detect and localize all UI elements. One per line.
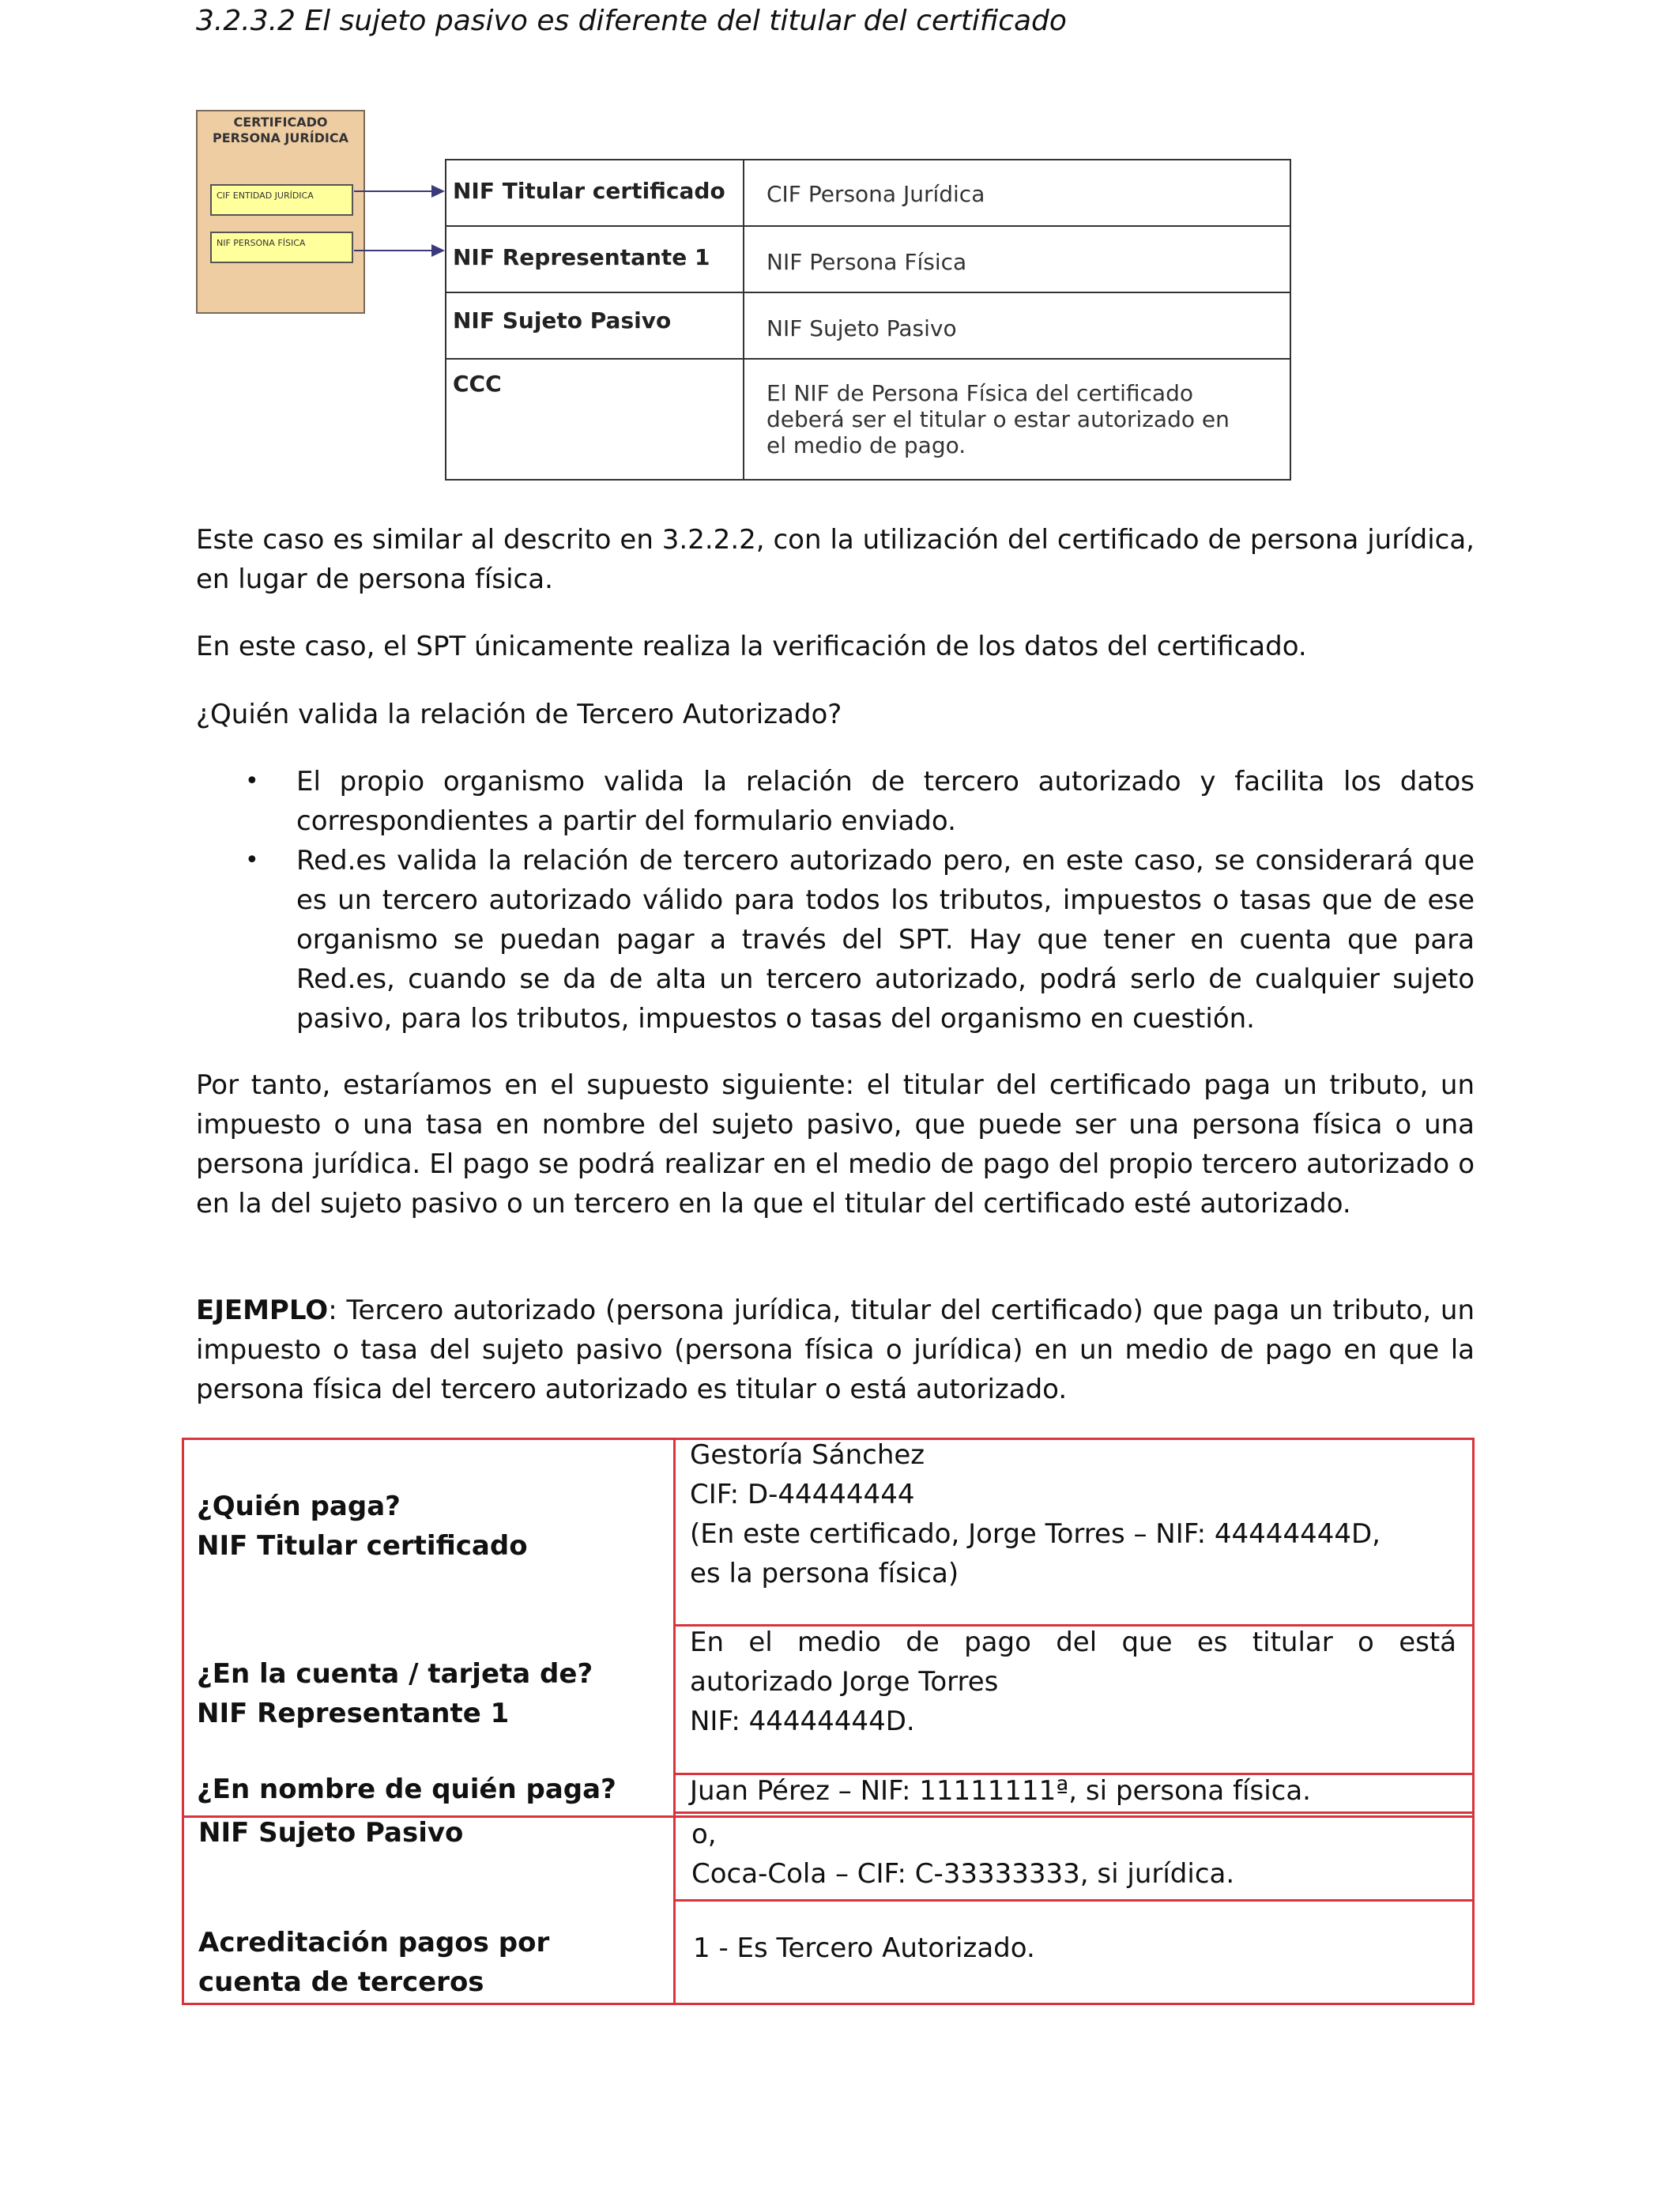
- row3-value-line1: Juan Pérez – NIF: 11111111ª, si persona física.: [690, 1775, 1311, 1807]
- nif-persona-box: NIF PERSONA FÍSICA: [210, 232, 353, 263]
- ejemplo-paragraph: [196, 1291, 1475, 1409]
- certificate-box: [196, 110, 365, 314]
- row3-value-line2: o,: [691, 1819, 717, 1850]
- row2-label-line2: NIF Representante 1: [197, 1698, 510, 1729]
- certificate-title-line2: PERSONA JURÍDICA: [212, 130, 349, 145]
- row2-value-line1: En el medio de pago del que es titular o está: [690, 1627, 1456, 1658]
- row4-label-line1: Acreditación pagos por: [198, 1927, 550, 1958]
- paragraph-3: ¿Quién valida la relación de Tercero Autorizado?: [196, 699, 842, 730]
- ejemplo-label: EJEMPLO: [196, 1295, 329, 1326]
- diagram-row-divider: [446, 225, 1290, 227]
- diagram-value-representante: NIF Persona Física: [767, 249, 967, 275]
- section-heading: 3.2.3.2 El sujeto pasivo es diferente del titular del certificado: [196, 5, 1067, 37]
- certificate-title-line1: CERTIFICADO: [233, 115, 328, 130]
- diagram-table: [445, 159, 1291, 481]
- paragraph-2: En este caso, el SPT únicamente realiza la verificación de los datos del certificado.: [196, 631, 1307, 662]
- row2-label-line1: ¿En la cuenta / tarjeta de?: [197, 1658, 593, 1690]
- diagram-label-sujeto: NIF Sujeto Pasivo: [453, 307, 672, 334]
- diagram-value-ccc-line3: el medio de pago.: [767, 432, 966, 458]
- table-border-bottom: [182, 2003, 1475, 2005]
- diagram-value-sujeto: NIF Sujeto Pasivo: [767, 315, 957, 341]
- cif-entidad-box: CIF ENTIDAD JURÍDICA: [210, 184, 353, 216]
- diagram-value-ccc-line2: deberá ser el titular o estar autorizado en: [767, 406, 1230, 432]
- paragraph-1: Este caso es similar al descrito en 3.2.2.2, con la utilización del certificado de persona jurídica, en lugar de persona física.: [196, 524, 1475, 595]
- diagram-value-titular: CIF Persona Jurídica: [767, 181, 985, 207]
- certificate-title: [198, 115, 363, 146]
- paragraph-4: Por tanto, estaríamos en el supuesto siguiente: el titular del certificado paga un tributo, un impuesto o una tasa en nombre del sujeto pasivo, que puede ser una persona física o una persona jurídica. El pago se podrá realizar en el medio de pago del propio tercero autorizado o en la del sujeto pasivo o un tercero en la que el titular del certificado esté autorizado.: [196, 1069, 1475, 1220]
- diagram-label-ccc: CCC: [453, 371, 502, 397]
- row4-value-line1: 1 - Es Tercero Autorizado.: [693, 1932, 1035, 1964]
- bullet-2-text: Red.es valida la relación de tercero autorizado pero, en este caso, se considerará que es un tercero autorizado válido para todos los tributos, impuestos o tasas que de ese organismo se puedan pagar a través del SPT. Hay que tener en cuenta que para Red.es, cuando se da de alta un tercero autorizado, podrá serlo de cualquier sujeto pasivo, para los tributos, impuestos o tasas del organismo en cuestión.: [296, 845, 1475, 1035]
- diagram-arrows: [348, 174, 450, 261]
- row2-value-line3: NIF: 44444444D.: [690, 1706, 915, 1737]
- table-col-divider: [673, 1438, 676, 2005]
- diagram-row-divider: [446, 358, 1290, 360]
- row3-label-line2: NIF Sujeto Pasivo: [198, 1817, 464, 1849]
- bullet-2-marker: •: [245, 846, 259, 874]
- row1-value-line3: (En este certificado, Jorge Torres – NIF: 44444444D,: [690, 1518, 1381, 1550]
- diagram-value-ccc-line1: El NIF de Persona Física del certificado: [767, 380, 1193, 406]
- bullet-1-marker: •: [245, 767, 259, 795]
- diagram-label-representante: NIF Representante 1: [453, 244, 710, 270]
- diagram-label-titular: NIF Titular certificado: [453, 178, 725, 204]
- table-row-divider-3: [673, 1811, 1475, 1814]
- row3-value-line3: Coca-Cola – CIF: C-33333333, si jurídica.: [691, 1858, 1235, 1890]
- diagram-row-divider: [446, 292, 1290, 293]
- table-border-left: [182, 1438, 184, 2005]
- row1-label-line2: NIF Titular certificado: [197, 1530, 528, 1562]
- diagram-col-divider: [743, 160, 744, 479]
- table-row-divider-5: [673, 1899, 1475, 1902]
- row1-value-line4: es la persona física): [690, 1558, 959, 1589]
- row4-label-line2: cuenta de terceros: [198, 1966, 484, 1998]
- row2-value-line2: autorizado Jorge Torres: [690, 1666, 999, 1698]
- row1-value-line1: Gestoría Sánchez: [690, 1439, 925, 1471]
- arrow-head-2: [431, 244, 445, 257]
- row3-label-line1: ¿En nombre de quién paga?: [197, 1774, 616, 1805]
- table-border-right: [1472, 1438, 1475, 2005]
- row1-label-line1: ¿Quién paga?: [197, 1491, 401, 1522]
- row1-value-line2: CIF: D-44444444: [690, 1479, 915, 1510]
- ejemplo-text: : Tercero autorizado (persona jurídica, titular del certificado) que paga un tributo, un impuesto o tasa del sujeto pasivo (persona física o jurídica) en un medio de pago en que la persona física del tercero autorizado es titular o está autorizado.: [196, 1295, 1475, 1405]
- arrow-head-1: [431, 185, 445, 198]
- bullet-1-text: El propio organismo valida la relación de tercero autorizado y facilita los datos correspondientes a partir del formulario enviado.: [296, 766, 1475, 837]
